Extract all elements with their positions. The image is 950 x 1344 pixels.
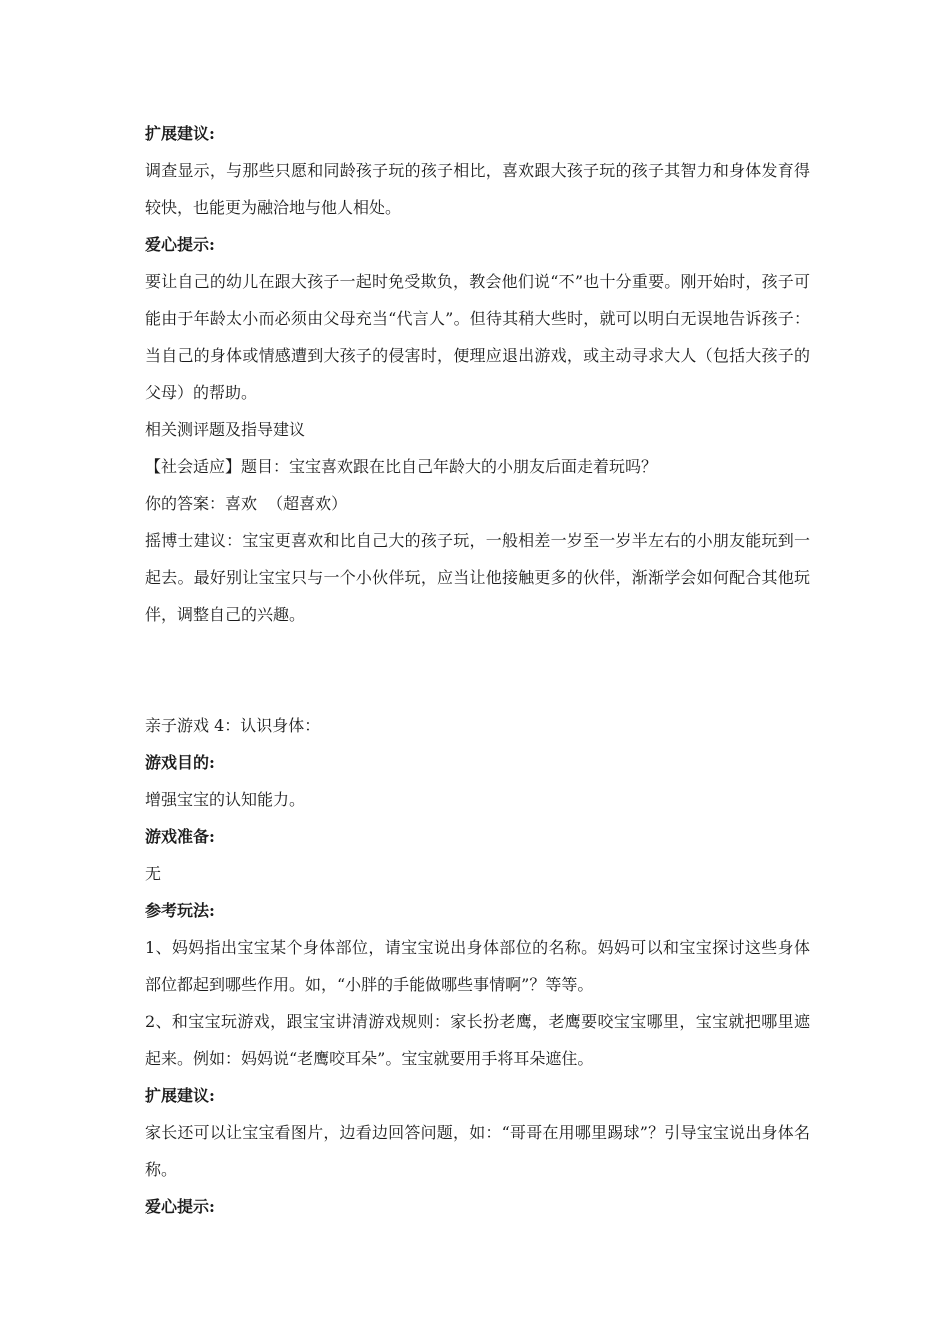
method-step-2: 2、和宝宝玩游戏，跟宝宝讲清游戏规则：家长扮老鹰，老鹰要咬宝宝哪里，宝宝就把哪里遮起来。例如：妈妈说“老鹰咬耳朵”。宝宝就要用手将耳朵遮住。 [145, 1012, 810, 1068]
related-heading: 相关测评题及指导建议 [145, 420, 306, 439]
expand-text: 调查显示，与那些只愿和同龄孩子玩的孩子相比，喜欢跟大孩子玩的孩子其智力和身体发育得较快，也能更为融洽地与他人相处。 [145, 161, 810, 217]
section-gap [145, 633, 810, 707]
expand-heading-2: 扩展建议: [145, 1086, 215, 1105]
expand-text-2: 家长还可以让宝宝看图片，边看边回答问题，如：“哥哥在用哪里踢球”？引导宝宝说出身体名称。 [145, 1123, 810, 1179]
game-title: 亲子游戏 4：认识身体： [145, 716, 321, 735]
tip-text: 要让自己的幼儿在跟大孩子一起时免受欺负，教会他们说“不”也十分重要。刚开始时，孩子可能由于年龄太小而必须由父母充当“代言人”。但待其稍大些时，就可以明白无误地告诉孩子：当自己的身体或情感遭到大孩子的侵害时，便理应退出游戏，或主动寻求大人（包括大孩子的父母）的帮助。 [145, 272, 810, 402]
goal-heading: 游戏目的: [145, 753, 215, 772]
prep-text: 无 [145, 864, 162, 883]
method-step-1: 1、妈妈指出宝宝某个身体部位，请宝宝说出身体部位的名称。妈妈可以和宝宝探讨这些身体部位都起到哪些作用。如，“小胖的手能做哪些事情啊”？等等。 [145, 938, 810, 994]
prep-heading: 游戏准备: [145, 827, 215, 846]
tip-heading-2: 爱心提示: [145, 1197, 215, 1216]
assessment-question: 【社会适应】题目：宝宝喜欢跟在比自己年龄大的小朋友后面走着玩吗？ [145, 457, 658, 476]
method-heading: 参考玩法: [145, 901, 215, 920]
tip-heading: 爱心提示: [145, 235, 215, 254]
document-page [145, 115, 810, 1225]
assessment-answer: 你的答案：喜欢 （超喜欢） [145, 494, 348, 513]
expand-heading: 扩展建议: [145, 124, 215, 143]
goal-text: 增强宝宝的认知能力。 [145, 790, 306, 809]
expert-advice: 摇博士建议：宝宝更喜欢和比自己大的孩子玩，一般相差一岁至一岁半左右的小朋友能玩到一起去。最好别让宝宝只与一个小伙伴玩，应当让他接触更多的伙伴，渐渐学会如何配合其他玩伴，调整自己的兴趣。 [145, 531, 810, 624]
